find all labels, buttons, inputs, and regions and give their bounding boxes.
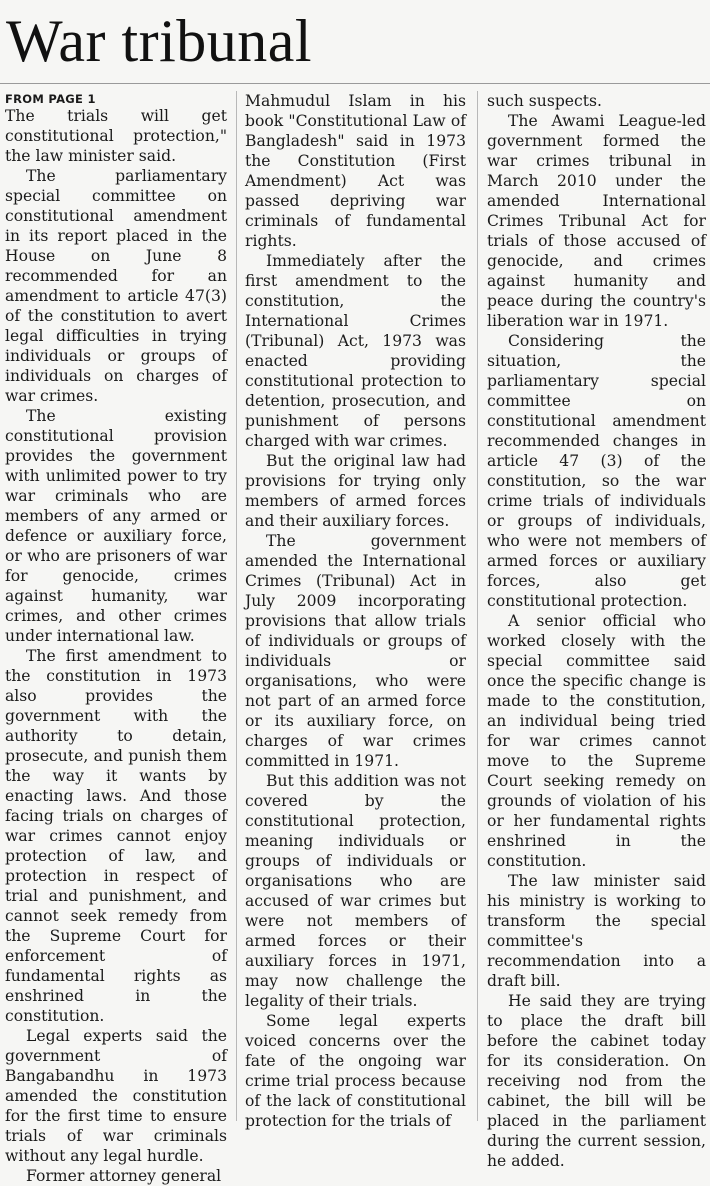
article-column-1: [5, 91, 227, 1185]
paragraph: A senior official who worked closely with the special committee said once the specific change is made to the constitution, an individual being tried for war crimes cannot move to the Supreme Court seeking remedy on grounds of violation of his or her fundamental rights enshrined in the constitution.: [487, 612, 706, 870]
paragraph: Former attorney general: [26, 1167, 222, 1185]
paragraph: such suspects.: [487, 92, 602, 110]
paragraph: Immediately after the first amendment to the constitution, the International Crimes (Tribunal) Act, 1973 was enacted providing constitutional protection to detention, prosecution, and punishment of persons charged with war crimes.: [245, 252, 466, 450]
continuation-kicker: FROM PAGE 1: [5, 92, 96, 106]
paragraph: The Awami League-led government formed the war crimes tribunal in March 2010 under the amended International Crimes Tribunal Act for trials of those accused of genocide, and crimes against humanity and peace during the country's liberation war in 1971.: [487, 112, 706, 330]
article-column-2: [245, 91, 466, 1130]
paragraph: Some legal experts voiced concerns over the fate of the ongoing war crime trial process because of the lack of constitutional protection for the trials of: [245, 1012, 466, 1130]
paragraph: But this addition was not covered by the constitutional protection, meaning individuals or groups of individuals or organisations who are accused of war crimes but were not members of armed forces or their auxiliary forces in 1971, may now challenge the legality of their trials.: [245, 772, 466, 1010]
column-divider-2: [477, 91, 478, 1121]
paragraph: The government amended the International Crimes (Tribunal) Act in July 2009 incorporating provisions that allow trials of individuals or groups of individuals or organisations, who were not part of an armed force or its auxiliary force, on charges of war crimes committed in 1971.: [245, 532, 466, 770]
paragraph: The existing constitutional provision provides the government with unlimited power to try war criminals who are members of any armed or defence or auxiliary force, or who are prisoners of war for genocide, crimes against humanity, war crimes, and other crimes under international law.: [5, 407, 227, 645]
paragraph: But the original law had provisions for trying only members of armed forces and their auxiliary forces.: [245, 452, 466, 530]
paragraph: Considering the situation, the parliamentary special committee on constitutional amendment recommended changes in article 47 (3) of the constitution, so the war crime trials of individuals or groups of individuals, who were not members of armed forces or auxiliary forces, also get constitutional protection.: [487, 332, 706, 610]
column-divider-1: [236, 91, 237, 1121]
paragraph: Mahmudul Islam in his book "Constitutional Law of Bangladesh" said in 1973 the Constitution (First Amendment) Act was passed depriving war criminals of fundamental rights.: [245, 92, 466, 250]
paragraph: Legal experts said the government of Bangabandhu in 1973 amended the constitution for the first time to ensure trials of war criminals without any legal hurdle.: [5, 1027, 227, 1165]
article-column-3: [487, 91, 706, 1170]
headline: War tribunal: [6, 8, 313, 74]
paragraph: The parliamentary special committee on constitutional amendment in its report placed in the House on June 8 recommended for an amendment to article 47(3) of the constitution to avert legal difficulties in trying individuals or groups of individuals on charges of war crimes.: [5, 167, 227, 405]
paragraph: The first amendment to the constitution in 1973 also provides the government with the authority to detain, prosecute, and punish them the way it wants by enacting laws. And those facing trials on charges of war crimes cannot enjoy protection of law, and protection in respect of trial and punishment, and cannot seek remedy from the Supreme Court for enforcement of fundamental rights as enshrined in the constitution.: [5, 647, 227, 1025]
paragraph: The trials will get constitutional protection," the law minister said.: [5, 107, 227, 165]
paragraph: He said they are trying to place the draft bill before the cabinet today for its consideration. On receiving nod from the cabinet, the bill will be placed in the parliament during the current session, he added.: [487, 992, 706, 1170]
headline-rule: [0, 83, 710, 84]
paragraph: The law minister said his ministry is working to transform the special committee's recommendation into a draft bill.: [487, 872, 706, 990]
